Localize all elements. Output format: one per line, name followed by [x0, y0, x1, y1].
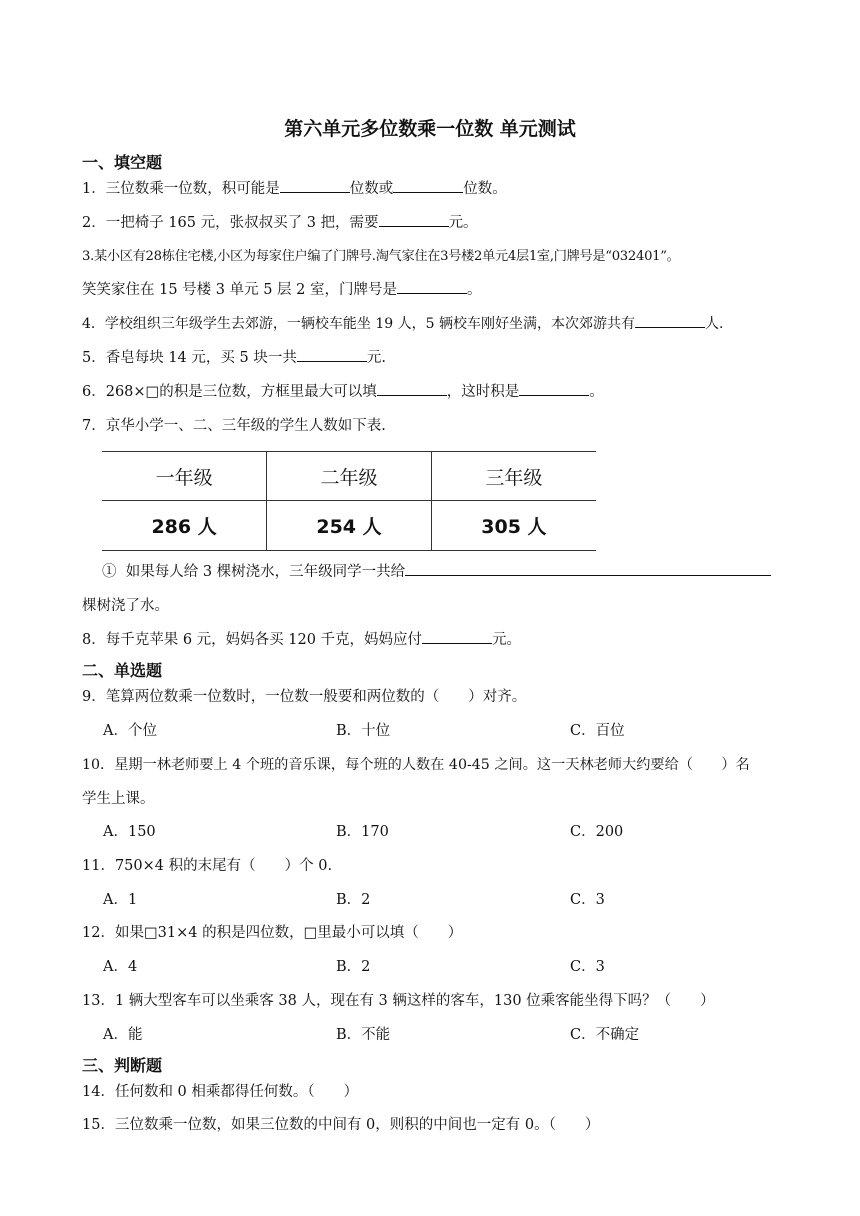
question-4 [82, 313, 723, 335]
question-5-text-a: 5．香皂每块 14 元，买 5 块一共 [82, 350, 297, 366]
option-a[interactable]: A．4 [103, 959, 138, 975]
question-2-text-a: 2．一把椅子 165 元，张叔叔买了 3 把，需要 [82, 215, 379, 231]
question-5 [82, 347, 386, 369]
option-b[interactable]: B．2 [336, 959, 371, 975]
table-cell: 254 人 [267, 501, 432, 551]
question-1-text-a: 1．三位数乘一位数，积可能是 [82, 181, 280, 197]
question-6 [82, 381, 604, 403]
question-3-line-1: 3.某小区有28栋住宅楼,小区为每家住户编了门牌号.淘气家住在3号楼2单元4层1室,门牌号是“032401”。 [82, 249, 680, 264]
option-b[interactable]: B．2 [336, 892, 371, 908]
page-title: 第六单元多位数乘一位数 单元测试 [284, 118, 576, 140]
question-12: 12．如果□31×4 的积是四位数，□里最小可以填（ ） [82, 925, 463, 941]
option-c[interactable]: C．3 [570, 959, 605, 975]
student-count-table [102, 451, 596, 551]
answer-blank[interactable] [635, 313, 705, 328]
option-c[interactable]: C．不确定 [570, 1027, 640, 1043]
question-7: 7．京华小学一、二、三年级的学生人数如下表. [82, 418, 386, 434]
option-b[interactable]: B．十位 [336, 723, 391, 739]
section-heading-fill: 一、填空题 [82, 153, 163, 172]
answer-blank[interactable] [405, 561, 771, 576]
question-5-text-b: 元. [366, 350, 386, 366]
answer-blank[interactable] [280, 178, 350, 193]
question-7-sub-text: 如果每人给 3 棵树浇水，三年级同学一共给 [125, 564, 406, 580]
question-15: 15．三位数乘一位数，如果三位数的中间有 0，则积的中间也一定有 0。（ ） [82, 1117, 600, 1133]
question-7-subquestion [102, 561, 771, 583]
question-4-text-a: 4．学校组织三年级学生去郊游，一辆校车能坐 19 人，5 辆校车刚好坐满，本次郊游共有 [82, 316, 635, 332]
option-b[interactable]: B．不能 [336, 1027, 391, 1043]
table-header-cell: 一年级 [102, 452, 267, 501]
circled-number-marker: ① [102, 564, 117, 580]
question-3-text-a: 笑笑家住在 15 号楼 3 单元 5 层 2 室，门牌号是 [82, 282, 397, 298]
section-heading-judge: 三、判断题 [82, 1056, 163, 1075]
question-8 [82, 629, 521, 651]
option-a[interactable]: A．1 [103, 892, 138, 908]
option-c[interactable]: C．200 [570, 824, 624, 840]
question-10-line-2: 学生上课。 [82, 791, 155, 807]
answer-blank[interactable] [519, 381, 589, 396]
question-11: 11．750×4 积的末尾有（ ）个 0. [82, 858, 333, 874]
option-a[interactable]: A．个位 [103, 723, 157, 739]
answer-blank[interactable] [377, 381, 447, 396]
option-b[interactable]: B．170 [336, 824, 389, 840]
question-1-text-b: 位数或 [349, 181, 394, 197]
answer-blank[interactable] [422, 629, 492, 644]
question-6-text-c: 。 [589, 384, 604, 400]
section-heading-choice: 二、单选题 [82, 661, 163, 680]
question-1-text-c: 位数。 [463, 181, 507, 197]
table-cell: 286 人 [102, 501, 267, 551]
question-14: 14．任何数和 0 相乘都得任何数。（ ） [82, 1084, 359, 1100]
answer-blank[interactable] [379, 212, 449, 227]
option-c[interactable]: C．3 [570, 892, 605, 908]
option-a[interactable]: A．能 [103, 1027, 143, 1043]
question-4-text-b: 人. [704, 316, 724, 332]
question-13: 13．1 辆大型客车可以坐乘客 38 人，现在有 3 辆这样的客车，130 位乘客能坐得下吗？（ ） [82, 993, 715, 1009]
table-header-cell: 二年级 [267, 452, 432, 501]
question-6-text-b: ，这时积是 [446, 384, 520, 400]
question-10-line-1: 10．星期一林老师要上 4 个班的音乐课，每个班的人数在 40-45 之间。这一天林老师大约要给（ ）名 [82, 757, 750, 773]
question-2-text-b: 元。 [448, 215, 478, 231]
question-7-sub-line-2: 棵树浇了水。 [82, 598, 169, 614]
question-8-text-b: 元。 [492, 632, 522, 648]
question-8-text-a: 8．每千克苹果 6 元，妈妈各买 120 千克，妈妈应付 [82, 632, 423, 648]
question-3-text-b: 。 [467, 282, 482, 298]
question-9: 9．笔算两位数乘一位数时，一位数一般要和两位数的（ ）对齐。 [82, 689, 527, 705]
question-1 [82, 178, 507, 200]
question-6-text-a: 6．268×□的积是三位数，方框里最大可以填 [82, 384, 377, 400]
answer-blank[interactable] [397, 279, 467, 294]
table-cell: 305 人 [431, 501, 596, 551]
table-row [102, 501, 596, 551]
question-2 [82, 212, 478, 234]
question-3-line-2 [82, 279, 482, 301]
option-c[interactable]: C．百位 [570, 723, 625, 739]
answer-blank[interactable] [297, 347, 367, 362]
table-header-row [102, 452, 596, 501]
answer-blank[interactable] [393, 178, 463, 193]
option-a[interactable]: A．150 [103, 824, 156, 840]
table-header-cell: 三年级 [431, 452, 596, 501]
